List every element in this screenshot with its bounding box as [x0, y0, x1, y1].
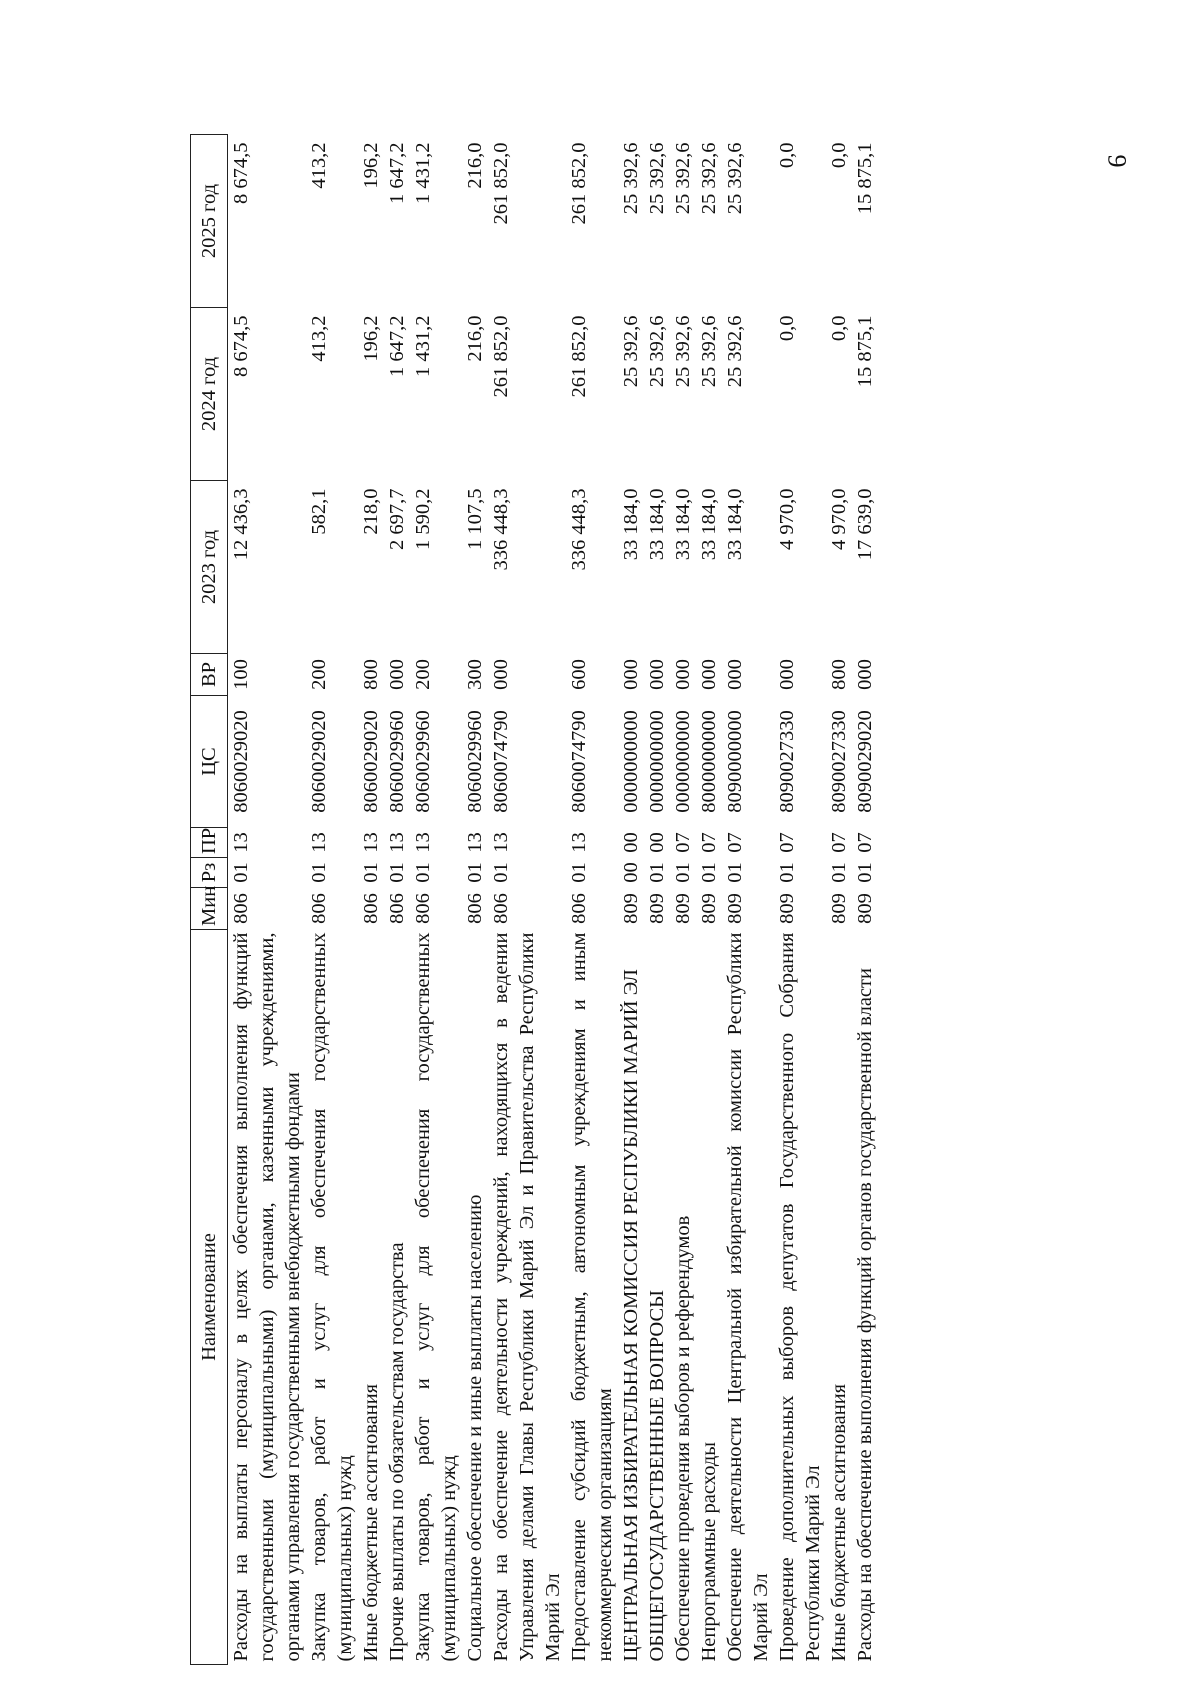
row-vr: 800 [360, 659, 382, 690]
row-2023: 17 639,0 [854, 488, 876, 561]
row-name: ЦЕНТРАЛЬНАЯ ИЗБИРАТЕЛЬНАЯ КОМИССИЯ РЕСПУБЛИКИ МАРИЙ ЭЛ [620, 969, 642, 1662]
rotated-table-container [190, 135, 878, 1665]
row-rz: 01 [412, 862, 434, 883]
table-row [696, 135, 722, 1665]
row-name: Предоставление субсидий бюджетным, автономным учреждениям и иным некоммерческим организациям [568, 932, 616, 1662]
row-pr: 07 [854, 832, 876, 853]
row-2024: 1 647,2 [386, 315, 408, 377]
row-2023: 336 448,3 [490, 488, 512, 571]
row-vr: 300 [464, 659, 486, 690]
row-min: 809 [672, 893, 694, 924]
row-min: 809 [828, 893, 850, 924]
row-name: Обеспечение деятельности Центральной избирательной комиссии Республики Марий Эл [724, 932, 772, 1662]
row-pr: 13 [308, 832, 330, 853]
row-vr: 000 [724, 659, 746, 690]
row-2024: 25 392,6 [646, 315, 668, 388]
row-pr: 07 [828, 832, 850, 853]
row-rz: 01 [230, 862, 252, 883]
row-pr: 13 [386, 832, 408, 853]
row-2024: 413,2 [308, 315, 330, 362]
row-pr: 00 [620, 832, 642, 853]
row-vr: 000 [646, 659, 668, 690]
row-2024: 25 392,6 [724, 315, 746, 388]
table-row [306, 135, 358, 1665]
row-2025: 8 674,5 [230, 142, 252, 204]
row-vr: 200 [308, 659, 330, 690]
row-pr: 00 [646, 832, 668, 853]
row-2024: 261 852,0 [568, 315, 590, 398]
row-pr: 13 [412, 832, 434, 853]
row-2024: 0,0 [776, 315, 798, 342]
row-2025: 413,2 [308, 142, 330, 189]
row-pr: 13 [230, 832, 252, 853]
row-cs: 8060074790 [568, 710, 590, 813]
row-2024: 196,2 [360, 315, 382, 362]
row-2024: 0,0 [828, 315, 850, 342]
row-rz: 01 [828, 862, 850, 883]
row-rz: 01 [360, 862, 382, 883]
row-2024: 25 392,6 [672, 315, 694, 388]
row-2025: 25 392,6 [646, 142, 668, 215]
row-cs: 8000000000 [698, 710, 720, 813]
row-cs: 0000000000 [672, 710, 694, 813]
row-vr: 000 [490, 659, 512, 690]
row-vr: 000 [672, 659, 694, 690]
row-min: 809 [776, 893, 798, 924]
table-row [618, 135, 644, 1665]
budget-table [190, 134, 878, 1665]
row-cs: 8090027330 [828, 710, 850, 813]
row-name: Прочие выплаты по обязательствам государства [386, 1242, 408, 1662]
row-min: 806 [490, 893, 512, 924]
row-vr: 800 [828, 659, 850, 690]
row-rz: 00 [620, 862, 642, 883]
row-min: 809 [724, 893, 746, 924]
row-name: Непрограммные расходы [698, 1441, 720, 1662]
row-2025: 25 392,6 [698, 142, 720, 215]
row-vr: 000 [776, 659, 798, 690]
row-rz: 01 [490, 862, 512, 883]
row-vr: 000 [386, 659, 408, 690]
row-2023: 1 590,2 [412, 488, 434, 550]
row-2025: 15 875,1 [854, 142, 876, 215]
row-cs: 0000000000 [646, 710, 668, 813]
row-2024: 25 392,6 [620, 315, 642, 388]
row-min: 806 [230, 893, 252, 924]
table-row [670, 135, 696, 1665]
row-name: Расходы на обеспечение деятельности учреждений, находящихся в ведении Управления делами Главы Республики Марий Эл и Правительства Республики Марий Эл [490, 932, 564, 1662]
row-name: Иные бюджетные ассигнования [828, 1383, 850, 1662]
row-pr: 07 [724, 832, 746, 853]
row-2024: 15 875,1 [854, 315, 876, 388]
row-2025: 0,0 [828, 142, 850, 169]
row-rz: 01 [698, 862, 720, 883]
row-cs: 8060029020 [360, 710, 382, 813]
row-cs: 8060029020 [230, 710, 252, 813]
header-rz: Рз [191, 858, 228, 888]
row-min: 806 [464, 893, 486, 924]
row-min: 806 [360, 893, 382, 924]
row-rz: 01 [646, 862, 668, 883]
header-name: Наименование [191, 930, 228, 1665]
table-row [566, 135, 618, 1665]
row-2025: 261 852,0 [568, 142, 590, 225]
row-pr: 07 [776, 832, 798, 853]
row-2023: 33 184,0 [724, 488, 746, 561]
row-2024: 261 852,0 [490, 315, 512, 398]
row-2024: 216,0 [464, 315, 486, 362]
row-pr: 13 [490, 832, 512, 853]
header-2023: 2023 год [191, 481, 228, 654]
row-min: 806 [568, 893, 590, 924]
row-rz: 01 [776, 862, 798, 883]
header-pr: ПР [191, 828, 228, 858]
row-vr: 200 [412, 659, 434, 690]
row-2024: 8 674,5 [230, 315, 252, 377]
row-name: Социальное обеспечение и иные выплаты населению [464, 1194, 486, 1662]
table-row [644, 135, 670, 1665]
row-cs: 8060029960 [464, 710, 486, 813]
row-2024: 25 392,6 [698, 315, 720, 388]
row-name: Расходы на выплаты персоналу в целях обеспечения выполнения функций государственными (муниципальными) органами, казенными учреждениями, органами управления государственными внебюджетными фондами [230, 932, 304, 1662]
row-name: Проведение дополнительных выборов депутатов Государственного Собрания Республики Марий Эл [776, 932, 824, 1662]
header-2024: 2024 год [191, 308, 228, 481]
row-cs: 8090029020 [854, 710, 876, 813]
row-min: 809 [698, 893, 720, 924]
row-pr: 07 [698, 832, 720, 853]
row-rz: 01 [386, 862, 408, 883]
row-rz: 01 [724, 862, 746, 883]
row-2023: 12 436,3 [230, 488, 252, 561]
row-2023: 33 184,0 [620, 488, 642, 561]
table-header-row [191, 135, 228, 1665]
row-rz: 01 [568, 862, 590, 883]
row-2025: 216,0 [464, 142, 486, 189]
header-min: Мин [191, 888, 228, 930]
row-2023: 33 184,0 [698, 488, 720, 561]
row-name: Закупка товаров, работ и услуг для обеспечения государственных (муниципальных) нужд [412, 932, 460, 1662]
row-2023: 4 970,0 [828, 488, 850, 550]
row-2023: 1 107,5 [464, 488, 486, 550]
table-row [488, 135, 566, 1665]
table-row [722, 135, 774, 1665]
row-rz: 01 [464, 862, 486, 883]
row-pr: 13 [360, 832, 382, 853]
row-2024: 1 431,2 [412, 315, 434, 377]
row-name: Иные бюджетные ассигнования [360, 1383, 382, 1662]
row-min: 806 [308, 893, 330, 924]
row-2023: 4 970,0 [776, 488, 798, 550]
row-vr: 000 [854, 659, 876, 690]
row-name: ОБЩЕГОСУДАРСТВЕННЫЕ ВОПРОСЫ [646, 1289, 668, 1662]
row-2023: 33 184,0 [646, 488, 668, 561]
row-2025: 25 392,6 [672, 142, 694, 215]
row-2023: 218,0 [360, 488, 382, 535]
row-min: 806 [386, 893, 408, 924]
row-pr: 13 [568, 832, 590, 853]
row-2025: 1 647,2 [386, 142, 408, 204]
table-row [826, 135, 852, 1665]
row-2023: 582,1 [308, 488, 330, 535]
row-2023: 2 697,7 [386, 488, 408, 550]
row-pr: 13 [464, 832, 486, 853]
row-cs: 8060074790 [490, 710, 512, 813]
header-cs: ЦС [191, 696, 228, 828]
row-vr: 600 [568, 659, 590, 690]
row-cs: 8060029960 [412, 710, 434, 813]
row-cs: 8090000000 [724, 710, 746, 813]
row-min: 809 [854, 893, 876, 924]
row-2025: 0,0 [776, 142, 798, 169]
row-min: 806 [412, 893, 434, 924]
table-row [228, 135, 307, 1665]
header-2025: 2025 год [191, 135, 228, 308]
row-2025: 25 392,6 [724, 142, 746, 215]
row-min: 809 [646, 893, 668, 924]
row-rz: 01 [854, 862, 876, 883]
row-2025: 25 392,6 [620, 142, 642, 215]
table-row [462, 135, 488, 1665]
table-row [774, 135, 826, 1665]
row-2023: 336 448,3 [568, 488, 590, 571]
row-rz: 01 [308, 862, 330, 883]
row-2025: 261 852,0 [490, 142, 512, 225]
row-vr: 000 [698, 659, 720, 690]
row-rz: 01 [672, 862, 694, 883]
table-row [384, 135, 410, 1665]
row-vr: 000 [620, 659, 642, 690]
row-cs: 8060029020 [308, 710, 330, 813]
row-min: 809 [620, 893, 642, 924]
header-vr: ВР [191, 654, 228, 696]
row-pr: 07 [672, 832, 694, 853]
page-number: 9 [1102, 154, 1132, 168]
row-2025: 1 431,2 [412, 142, 434, 204]
row-cs: 0000000000 [620, 710, 642, 813]
row-name: Расходы на обеспечение выполнения функций органов государственной власти [854, 968, 876, 1662]
table-row [358, 135, 384, 1665]
row-cs: 8090027330 [776, 710, 798, 813]
row-2023: 33 184,0 [672, 488, 694, 561]
row-2025: 196,2 [360, 142, 382, 189]
row-name: Закупка товаров, работ и услуг для обеспечения государственных (муниципальных) нужд [308, 932, 356, 1662]
table-row [410, 135, 462, 1665]
row-cs: 8060029960 [386, 710, 408, 813]
table-row [852, 135, 878, 1665]
row-vr: 100 [230, 659, 252, 690]
row-name: Обеспечение проведения выборов и референдумов [672, 1215, 694, 1662]
